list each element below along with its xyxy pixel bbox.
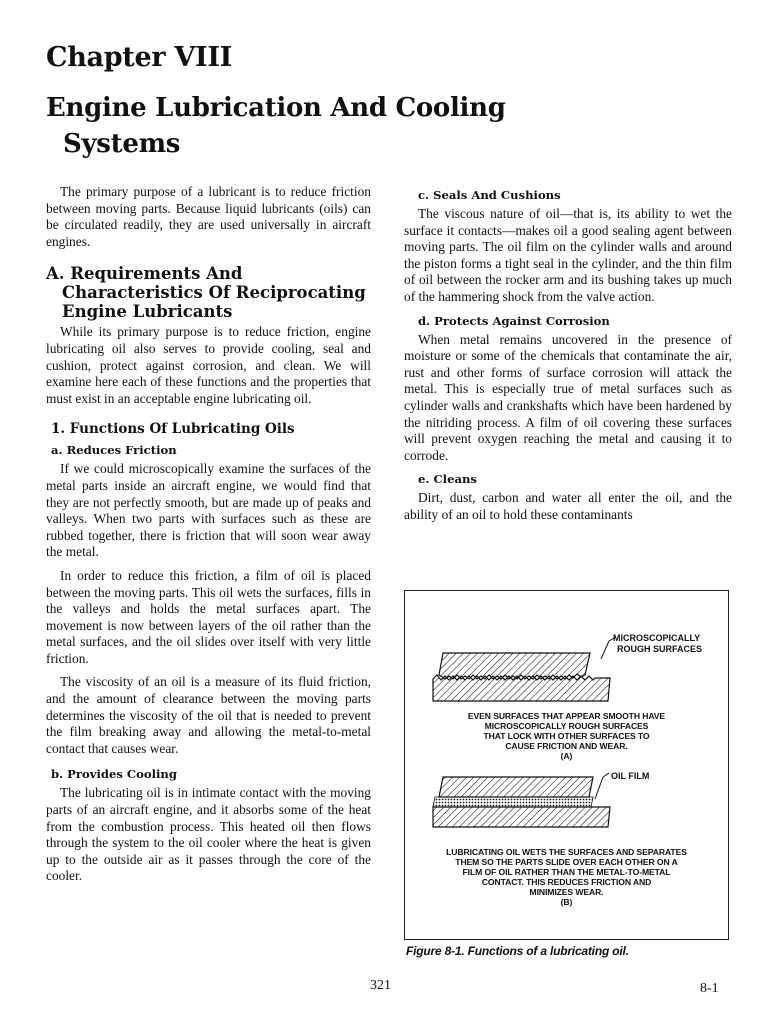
provides-cooling-heading: b. Provides Cooling: [51, 767, 177, 782]
cleans-paragraph: Dirt, dust, carbon and water all enter the oil, and the ability of an oil to hold these contaminants: [404, 490, 732, 522]
panel-a-line1: EVEN SURFACES THAT APPEAR SMOOTH HAVE: [467, 711, 666, 721]
seals-cushions-heading: c. Seals And Cushions: [418, 188, 561, 202]
rough-label-line2: ROUGH SURFACES: [617, 644, 703, 654]
upper-rough-block: [439, 653, 590, 679]
panel-a-line4: CAUSE FRICTION AND WEAR.: [505, 741, 628, 751]
film-pointer-line: [595, 777, 603, 799]
chapter-title: Chapter VIII: [46, 42, 233, 73]
intro-paragraph: The primary purpose of a lubricant is to reduce friction between moving parts. Because liquid lubricants (oils) can be circulated readily, they are used universally in aircraft engines.: [46, 184, 371, 249]
lower-block-b: [433, 807, 610, 827]
page-code: 8-1: [700, 981, 719, 996]
panel-b-line3: FILM OF OIL RATHER THAN THE METAL-TO-METAL: [462, 867, 671, 877]
panel-a-line3: THAT LOCK WITH OTHER SURFACES TO: [483, 731, 650, 741]
film-pointer-line-2: [603, 773, 609, 777]
corrosion-heading: d. Protects Against Corrosion: [418, 313, 610, 328]
panel-b-line1: LUBRICATING OIL WETS THE SURFACES AND SEPARATES: [446, 847, 687, 857]
upper-block-b: [439, 777, 593, 797]
section-a-paragraph: While its primary purpose is to reduce friction, engine lubricating oil also serves to provide cooling, seal and cushion, protect against corrosion, and clean. We will examine here each of these functions and the properties that must exist in an acceptable engine lubricating oil.: [46, 324, 371, 406]
panel-b-line5: MINIMIZES WEAR.: [529, 887, 604, 897]
chapter-subtitle: [46, 90, 666, 162]
reduces-friction-paragraph-2: In order to reduce this friction, a film of oil is placed between the moving parts. This oil wets the surfaces, fills in the valleys and holds the metal surfaces apart. The movement is now between layers of the oil rather than the metal surfaces, and the oil slides over itself with very little friction.: [46, 567, 371, 666]
section-a-heading: A. Requirements And Characteristics Of Reciprocating Engine Lubricants: [46, 264, 366, 322]
panel-a-text: [405, 711, 728, 761]
corrosion-paragraph: When metal remains uncovered in the presence of moisture or some of the chemicals that contaminate the air, rust and other forms of surface corrosion will attack the metal. This is especially true of metal surfaces such as cylinder walls and crankshafts which have been hardened by the nitriding process. A film of oil covering these surfaces will prevent oxygen reaching the metal and causing it to corrode.: [404, 331, 732, 463]
panel-a-line2: MICROSCOPICALLY ROUGH SURFACES: [484, 721, 649, 731]
section-1-heading: 1. Functions Of Lubricating Oils: [51, 421, 295, 438]
panel-b-line2: THEM SO THE PARTS SLIDE OVER EACH OTHER ON A: [455, 857, 678, 867]
provides-cooling-paragraph: The lubricating oil is in intimate contact with the moving parts of an aircraft engine, and it absorbs some of the heat from the combustion process. This heated oil then flows through the system to the oil cooler where the heat is given up to the outside air as it passes through the core of the cooler.: [46, 785, 371, 884]
panel-b-surfaces: [433, 773, 610, 827]
right-column: [404, 188, 732, 531]
panel-b-label: (B): [560, 897, 573, 907]
panel-a-surfaces: [433, 637, 616, 701]
figure-caption: Figure 8-1. Functions of a lubricating oil.: [406, 944, 629, 958]
reduces-friction-paragraph-1: If we could microscopically examine the surfaces of the metal parts inside an aircraft engine, we would find that they are not perfectly smooth, but are made up of peaks and valleys. When two parts with surfaces such as these are rubbed together, there is friction that will soon wear away the metal.: [46, 461, 371, 560]
seals-cushions-paragraph: The viscous nature of oil—that is, its ability to wet the surface it contacts—makes oil a good sealing agent between moving parts. The oil film on the cylinder walls and around the piston forms a tight seal in the cylinder, and the thin film of oil between the rocker arm and its bushing takes up much of the hammering shock from the valve action.: [404, 206, 732, 304]
panel-b-line4: CONTACT. THIS REDUCES FRICTION AND: [481, 877, 652, 887]
left-column: [46, 184, 371, 892]
panel-a-label: (A): [560, 751, 573, 761]
panel-b-text: [405, 847, 728, 907]
chapter-subtitle-line1: Engine Lubrication And Cooling: [46, 93, 506, 123]
reduces-friction-paragraph-3: The viscosity of an oil is a measure of its fluid friction, and the amount of clearance between the moving parts determines the viscosity of the oil that is needed to prevent the film breaking away and allowing the metal-to-metal contact that causes wear.: [46, 674, 371, 756]
rough-surfaces-label: [613, 633, 702, 655]
page-number: 321: [370, 978, 391, 993]
oil-film-label: OIL FILM: [611, 771, 650, 781]
lower-rough-block: [433, 675, 610, 701]
cleans-heading: e. Cleans: [418, 472, 477, 487]
rough-pointer-line: [601, 641, 609, 659]
oil-film: [433, 797, 593, 807]
chapter-subtitle-line2: Systems: [63, 129, 181, 159]
reduces-friction-heading: a. Reduces Friction: [51, 443, 177, 458]
figure-8-1: [404, 590, 729, 940]
rough-label-line1: MICROSCOPICALLY: [613, 633, 701, 643]
